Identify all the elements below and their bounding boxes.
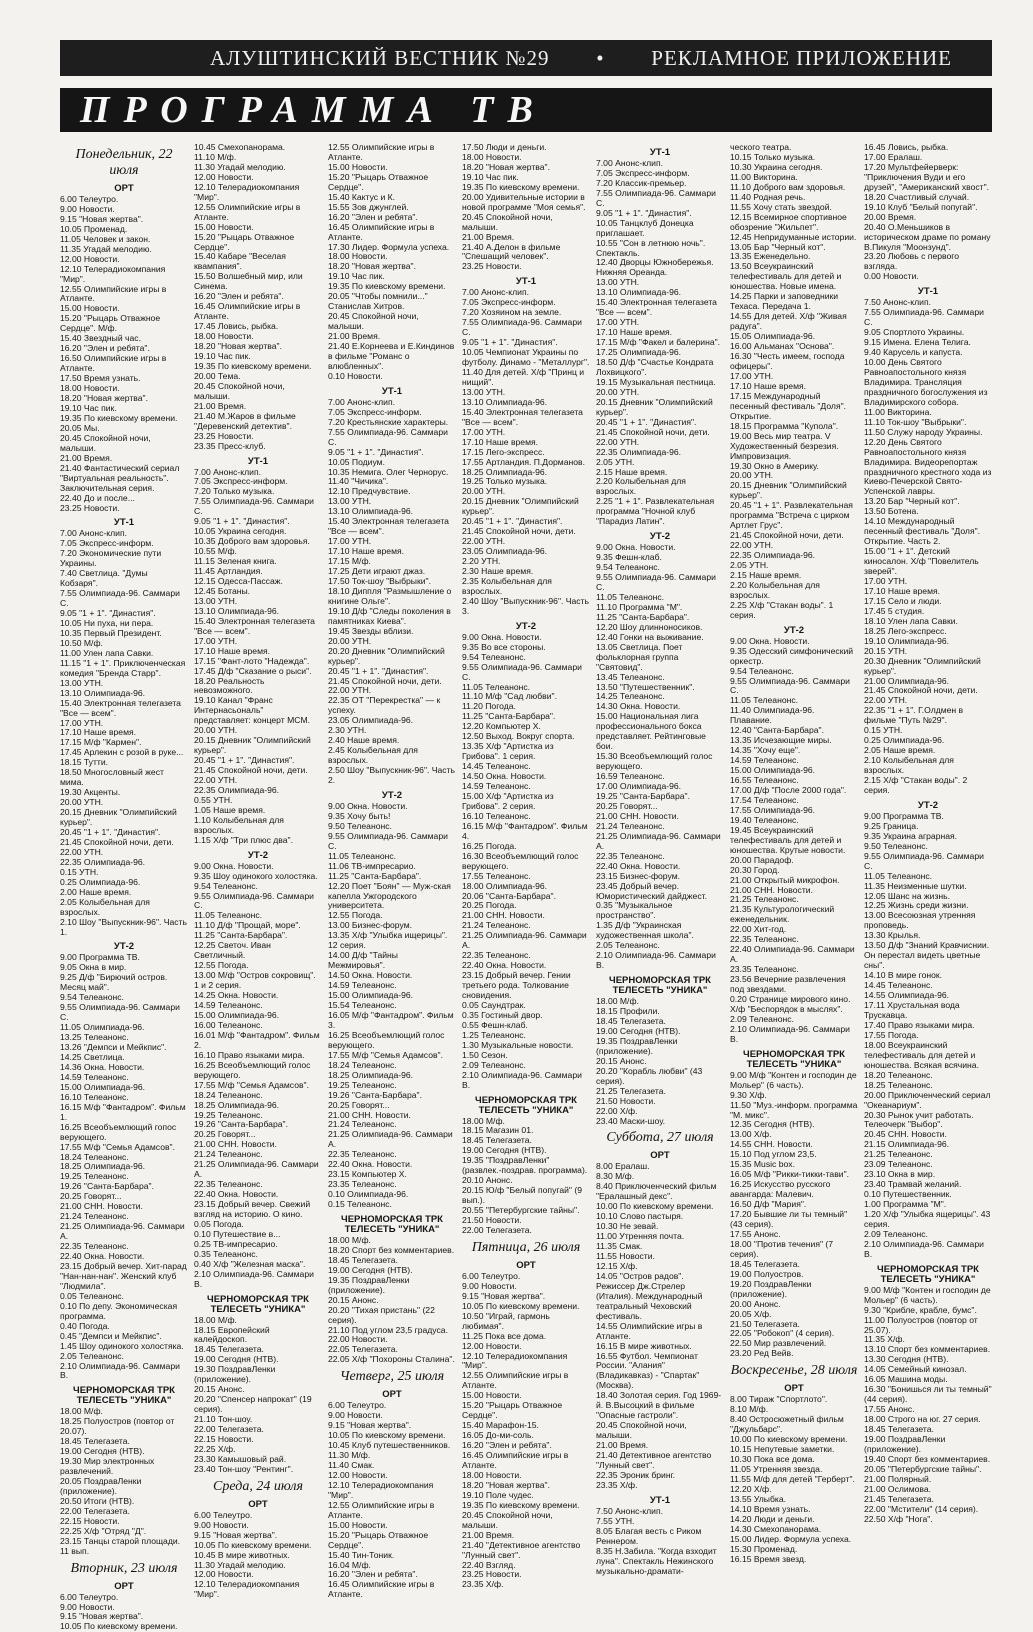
channel-heading: УТ-2 (515, 620, 537, 632)
channel-heading: УТ-2 (783, 624, 805, 636)
channel-heading: УТ-1 (649, 147, 671, 158)
program-listing: 18.00 М/ф. 18.15 Европейский калейдоскоп. 18.45 Телегазета. 19.00 Сегодня (НТВ). 19.30 ПоздравЛенки (приложение). 20.15 Анонс. 20.20 "Спенсер напрокат" (19 серия). 21.10 Тон-шоу. 22.00 Телегазета. 22.15 Новости. 22.25 Х/ф. 23.30 Камышовый рай. 23.40 Тон-шоу "Рентинг". (194, 1314, 312, 1474)
program-listing: 7.00 Анонс-клип. 7.05 Экспресс-информ. 7.20 Классик-премьер. 7.55 Олимпиада-96. Саммари С. 9.05 "1 + 1". "Династия". 10.05 Танцклуб Донецка приглашает. 10.55 "Сон в летнюю ночь". Спектакль. 12.40 Дворцы Южнобережья. Нижняя Ореанда. 13.00 УТН. 13.10 Олимпиада-96. 15.40 Электронная телегазета "Все — всем". 17.00 УТН. 17.10 Наше время. 17.15 М/ф "Факел и балерина". 17.25 Олимпиада-96. 18.50 Д/ф "Счастье Кондрата Лохвицкого". 19.15 Музыкальная пестница. 20.00 УТН. 20.15 Дневник "Олимпийский курьер". 20.45 "1 + 1". "Династия". 21.45 Спокойной ночи, дети. 22.00 УТН. 22.35 Олимпиада-96. 2.05 УТН. 2.15 Наше время. 2.20 Колыбельная для взрослых. 2.25 "1 + 1". Развлекательная программа "Ночной клуб "Парадиз Латин". (596, 157, 721, 527)
channel-heading: УТ-1 (649, 1494, 671, 1506)
channel-heading: ОРТ (382, 1389, 402, 1401)
day-heading: Среда, 24 июля (213, 1478, 303, 1494)
schedule-column (596, 143, 724, 1576)
channel-heading: УТ-2 (649, 531, 671, 543)
program-listing: 18.00 М/ф. 18.15 Магазин 01. 18.45 Телегазета. 19.00 Сегодня (НТВ). 19.35 "ПоздравЛенки" (развлек.-поздрав. программа). 20.10 Анонс. 20.15 Ю/ф "Белый попугай" (9 вып.). 20.55 "Петербургские тайны". 21.50 Новости. 22.00 Телегазета. (462, 1115, 588, 1235)
channel-heading: ЧЕРНОМОРСКАЯ ТРК ТЕЛЕСЕТЬ "УНИКА" (877, 1263, 982, 1285)
channel-heading: ЧЕРНОМОРСКАЯ ТРК ТЕЛЕСЕТЬ "УНИКА" (743, 1048, 848, 1070)
channel-heading: ОРТ (114, 183, 134, 194)
program-listing: 7.00 Анонс-клип. 7.05 Экспресс-информ. 7.20 Экономические пути Украины. 7.40 Светлица. "Думы Кобзаря". 7.55 Олимпиада-96. Саммари С. 9.05 "1 + 1". "Династия". 10.05 Ни пуха, ни пера. 10.35 Первый Президент. 10.50 М/ф. 11.00 Улен лапа Савки. 11.15 "1 + 1". Приключенческая комедия "Бренда Старр". 13.00 УТН. 13.10 Олимпиада-96. 15.40 Электронная телегазета "Все — всем". 17.00 УТН. 17.10 Наше время. 17.15 М/ф "Кармен". 17.45 Арлекин с розой в руке... 18.15 Тутти. 18.50 Многословный жест мима. 19.30 Акценты. 20.00 УТН. 20.15 Дневник "Олимпийский курьер". 20.45 "1 + 1". "Династия". 21.45 Спокойной ночи, дети. 22.00 УТН. 22.35 Олимпиада-96. 0.15 УТН. 0.25 Олимпиада-96. 2.00 Наше время. 2.05 Колыбельная для взрослых. 2.10 Шоу "Выпускник-96". Часть 1. (60, 528, 187, 937)
program-listing: 6.00 Телеутро. 9.00 Новости. 9.15 "Новая жертва". 10.05 По киевскому времени. 10.50 "Играй, гармонь любимая". 11.25 Пока все дома. 12.00 Новости. 12.10 Телерадиокомпания "Мир". 12.55 Олимпийские игры в Атланте. 15.00 Новости. 15.20 "Рыцарь Отважное Сердце". 15.40 Марафон-15. 16.05 До-ми-соль. 16.20 "Элен и ребята". 16.45 Олимпийские игры в Атланте. 18.00 Новости. 18.20 "Новая жертва". 19.10 Поле чудес. 19.35 По киевскому времени. 20.45 Спокойной ночи, малыши. 21.00 Время. 21.40 "Детективное агентство "Лунный свет". 22.40 Взгляд. 23.25 Новости. 23.35 Х/ф. (462, 1270, 581, 1590)
channel-heading: ЧЕРНОМОРСКАЯ ТРК ТЕЛЕСЕТЬ "УНИКА" (609, 975, 714, 997)
program-listing: 9.00 Окна. Новости. 9.35 Хочу быть! 9.50 Телеанонс. 9.55 Олимпиада-96. Саммари С. 11.05 Телеанонс. 11.06 ТВ-импресарио. 11.25 "Санта-Барбара". 12.20 Поет "Боян" — Муж-ская капелла Ужгородского университета. 12.55 Погода. 13.00 Бизнес-форум. 13.35 Х/ф "Улыбка ищерицы". 12 серия. 14.00 Д/ф "Тайны Межмировья". 14.50 Окна. Новости. 14.59 Телеанонс. 15.00 Олимпиада-96. 15.54 Телеанонс. 16.05 М/ф "Фантадром". Фильм 3. 16.25 Всеобъемлющий голос верующего. 17.55 М/ф "Семья Адамсов". 18.24 Телеанонс. 18.25 Олимпиада-96. 19.25 Телеанонс. 19.26 "Санта-Барбара". 20.25 Говорят... 21.00 СНН. Новости. 21.24 Телеанонс. 21.25 Олимпиада-96. Саммари А. 22.35 Телеанонс. 22.40 Окна. Новости. 23.15 Компьютер Х. 23.35 Телеанонс. 0.10 Олимпиада-96. 0.15 Телеанонс. (328, 800, 454, 1210)
schedule-columns (60, 142, 992, 1632)
program-listing: 18.00 М/ф. 18.25 Полуостров (повтор от 20.07). 18.45 Телегазета. 19.00 Сегодня (НТВ). 19.30 Мир электронных развлечений. 20.05 ПоздравЛенки (приложение). 20.50 Итоги (НТВ). 22.00 Телегазета. 22.15 Новости. 22.25 Х/ф "Отряд "Д". 23.15 Танцы старой площади. 11 вып. (60, 1406, 181, 1556)
program-listing: 9.00 М/ф "Контен и господин де Мольер" (6 часть). 9.30 Х/ф. 11.50 "Муз.-информ. программа "М. микс". 12.35 Сегодня (НТВ). 13.00 Х/ф. 14.55 СНН. Новости. 15.10 Под углом 23,5. 15.35 Music box. 16.05 М/ф "Рикки-тикки-тави". 16.25 Искусство русского авангарда: Малевич. 16.50 Д/ф "Мария". 17.20 Бывшие ли ты темный" (43 серия). 17.55 Анонс. 18.00 "Против течения" (7 серия). 18.45 Телегазета. 19.00 Полуостров. 19.20 ПоздравЛенки (приложение). 20.00 Анонс. 20.05 Х/ф. 21.50 Телегазета. 22.05 "Робокоп" (4 серия). 22.50 Мир развлечений. 23.20 Ред Вейв. (730, 1069, 858, 1359)
program-listing: 7.00 Анонс-клип. 7.05 Экспресс-информ. 7.20 Только музыка. 7.55 Олимпиада-96. Саммари С. 9.05 "1 + 1". "Династия". 10.05 Украина сегодня. 10.35 Доброго вам здоровья. 10.55 М/ф. 11.15 Зеленая книга. 11.45 Артландия. 12.15 Одесса-Пассаж. 12.45 Ботаны. 13.00 УТН. 13.10 Олимпиада-96. 15.40 Электронная телегазета "Все — всем". 17.00 УТН. 17.10 Наше время. 17.15 "Фант-лото "Надежда". 17.45 Д/ф "Сказание о рыси". 18.20 Реальность невозможного. 19.10 Канал "Франс Интернасьональ" представляет: концерт MCM. 20.00 УТН. 20.15 Дневник "Олимпийский курьер". 20.45 "1 + 1". "Династия". 21.45 Спокойной ночи, дети. 22.00 УТН. 22.35 Олимпиада-96. 0.55 УТН. 1.05 Наше время. 1.10 Колыбельная для взрослых. 1.15 Х/ф "Три плюс два". (194, 466, 315, 845)
program-listing: 9.00 Программа ТВ. 9.05 Окна в мир. 9.25 Д/ф "Бирючий остров. Месяц май". 9.54 Телеанонс. 9.55 Олимпиада-96. Саммари С. 11.05 Олимпиада-96. 13.25 Телеанонс. 13.26 "Демпси и Мейкпис". 14.25 Светлица. 14.36 Окна. Новости. 14.59 Телеанонс. 15.00 Олимпиада-96. 16.10 Телеанонс. 16.15 М/ф "Фантадром". Фильм 1. 16.25 Всеобъемлющий гопос верующего. 17.55 М/ф "Семья Адамсов". 18.24 Телеанонс. 18.25 Олимпиада-96. 19.25 Телеанонс. 19.26 "Санта-Барбара". 20.25 Говорят... 21.00 СНН. Новости. 21.24 Телеанонс. 21.25 Олимпиада-96. Саммари А. 22.35 Телеанонс. 22.40 Окна. Новости. 23.15 Добрый вечер. Хит-парад "Нан-нан-нан". Женский клуб "Людмила". 0.05 Телеанонс. 0.10 По депу. Экономическая программа. 0.40 Погода. 0.45 "Демпси и Мейкпис". 1.45 Шоу одинокого холостяка. 2.05 Телеанонс. 2.10 Олимпиада-96. Саммари В. (60, 952, 187, 1381)
channel-heading: УТ-2 (113, 941, 135, 953)
newspaper-title: АЛУШТИНСКИЙ ВЕСТНИК №29 (210, 45, 550, 70)
day-heading: Пятница, 26 июля (471, 1239, 581, 1255)
channel-heading: ЧЕРНОМОРСКАЯ ТРК ТЕЛЕСЕТЬ "УНИКА" (73, 1385, 178, 1407)
program-listing: 7.50 Анонс-клип. 7.55 Олимпиада-96. Саммари С. 9.05 Спортлото Украины. 9.15 Имена. Елена Телига. 9.40 Карусель и капуста. 10.00 День Святого Равноапостольного князя Владимира. Трансляция праздничного богослужения из Владимирского собора. 11.00 Викторина. 11.10 Ток-шоу "Выбрыки". 11.50 Служу народу Украины. 12.20 День Святого Равноапостольного князя Владимира. Видеорепортаж праздничного крестного хода из Киево-Печерской Свято-Успенской лавры. 13.20 Бар "Черный кот". 13.50 Ботена. 14.10 Международный песенный фестиваль "Доля". Открытие. Часть 2. 15.00 "1 + 1". Детский киносалон. Х/ф "Повелитель зверей". 17.00 УТН. 17.10 Наше время. 17.15 Село и люди. 17.45 5 студия. 18.10 Улен лапа Савки. 18.25 Лего-экспресс. 19.10 Олимпиада-96. 20.15 УТН. 20.30 Дневник "Олимпийский курьер". 21.00 Олимпиада-96. 21.45 Спокойной ночи, дети. 22.00 УТН. 22.35 "1 + 1". Г.Олдмен в фильме "Путь №29". 0.15 УТН. 0.25 Олимпиада-96. 2.05 Наше время. 2.10 Колыбельная для взрослых. 2.15 Х/ф "Стакан воды". 2 серия. (864, 297, 992, 795)
day-heading: Понедельник, 22 июля (75, 147, 176, 178)
program-listing: 17.50 Люди и деньги. 18.00 Новости. 18.20 "Новая жертва". 19.10 Час пик. 19.35 По киевскому времени. 20.00 Удивительные истории в новой программе "Моя семья". 20.45 Спокойной ночи, малыши. 21.00 Время. 21.40 А.Делон в фильме "Спешащий человек". 23.25 Новости. (462, 142, 586, 272)
channel-heading: УТ-1 (247, 455, 269, 467)
schedule-column (60, 143, 188, 1632)
day-heading: Четверг, 25 июля (339, 1369, 445, 1385)
schedule-column (328, 142, 456, 1600)
program-listing: 9.00 Окна. Новости. 9.35 Шоу одинокого холостяка. 9.54 Телеанонс. 9.55 Олимпиада-96. Саммари С. 11.05 Телеанонс. 11.10 Д/ф "Прощай, море". 11.25 "Санта-Барбара". 12.25 Светоч. Иван Светличный. 12.55 Погода. 13.00 М/ф "Остров сокровищ". 1 и 2 серия. 14.25 Окна. Новости. 14.59 Телеанонс. 15.00 Олимпиада-96. 16.00 Телеанонс. 16.01 М/ф "Фантадром". Фильм 2. 16.10 Право языками мира. 16.25 Всеобъемлющий голос верующего. 17.55 М/ф "Семья Адамсов". 18.24 Телеанонс. 18.25 Олимпиада-96. 19.25 Телеанонс. 19.26 "Санта-Барбара". 20.25 Говорят... 21.00 СНН. Новости. 21.24 Телеанонс. 21.25 Олимпиада-96. Саммари А. 22.35 Телеанонс. 22.40 Окна. Новости. 23.15 Добрый вечер. Свежий взгляд на историю. О кино. 0.05 Погода. 0.10 Путешествие в... 0.25 ТВ-импресарио. 0.35 Телеанонс. 0.40 Х/ф "Железная маска". 2.10 Олимпиада-96. Саммари В. (194, 860, 320, 1289)
channel-heading: ОРТ (516, 1259, 536, 1271)
channel-heading: УТ-1 (113, 517, 135, 529)
channel-heading: УТ-2 (381, 790, 403, 801)
schedule-column (730, 142, 858, 1564)
channel-heading: УТ-1 (917, 286, 939, 298)
channel-heading: УТ-1 (381, 385, 403, 397)
program-listing: 18.00 М/ф. 18.15 Профили. 18.45 Телегазета. 19.00 Сегодня (НТВ). 19.35 ПоздравЛенки (приложение). 20.15 Анонс. 20.20 "Корабль любви" (43 серия). 21.25 Телегазета. 21.50 Новости. 22.00 Х/ф. 23.40 Маски-шоу. (596, 996, 703, 1126)
channel-heading: ЧЕРНОМОРСКАЯ ТРК ТЕЛЕСЕТЬ "УНИКА" (341, 1214, 446, 1235)
program-listing: 6.00 Телеутро. 9.00 Новости. 9.15 "Новая жертва". 10.05 По киевскому времени. 10.45 Клуб путешественников. 11.30 М/ф. 11.40 Смак. 12.00 Новости. 12.10 Телерадиокомпания "Мир". 12.55 Олимпийские игры в Атланте. 15.00 Новости. 15.20 "Рыцарь Отважное Сердце". 15.40 Тин-Тоник. 16.04 М/ф. 16.20 "Элен и ребята". 16.45 Олимпийские игры в Атланте. (328, 1400, 451, 1600)
channel-heading: ЧЕРНОМОРСКАЯ ТРК ТЕЛЕСЕТЬ "УНИКА" (475, 1094, 580, 1116)
program-listing: 9.00 М/ф "Контен и господин де Мольер" (6 часть). 9.30 "Крибле, крабле, бумс". 11.00 Полуостров (повтор от 25.07). 11.35 Х/ф. 13.10 Спорт без комментариев. 13.30 Сегодня (НТВ). 14.05 Семейный кинозал. 16.05 Машина моды. 16.30 "Бонишься ли ты темный" (44 серия). 17.55 Анонс. 18.00 Строго на юг. 27 серия. 18.45 Телегазета. 19.00 ПоздравЛенки (приложение). 19.40 Спорт без комментариев. 20.05 "Петербургские тайны". 21.00 Полярный. 21.00 Ослимова. 21.45 Телегазета. 22.00 "Мстители" (14 серия). 22.50 Х/ф "Нога". (864, 1284, 992, 1524)
day-heading: Вторник, 23 июля (70, 1560, 178, 1576)
channel-heading: УТ-1 (515, 276, 537, 288)
program-listing: 9.00 Окна. Новости. 9.35 Во все стороны. 9.54 Телеанонс. 9.55 Олимпиада-96. Саммари С. 11.05 Телеанонс. 11.10 М/ф "Сад любви". 11.20 Погода. 11.25 "Санта-Барбара". 12.20 Компьютер Х. 12.50 Выход. Вокруг спорта. 13.35 Х/ф "Артистка из Грибова". 1 серия. 14.45 Телеанонс. 14.50 Окна. Новости. 14.59 Телеанонс. 15.00 Х/ф "Артистка из Грибова". 2 серия. 16.10 Телеанонс. 16.15 М/ф "Фантадром". Фильм 4. 16.25 Погода. 16.30 Всеобъемлющий голос верующего. 17.55 Телеанонс. 18.00 Олимпиада-96. 20.06 "Санта-Барбара". 20.25 Погода. 21.00 СНН. Новости. 21.24 Телеанонс. 21.25 Олимпиада-96. Саммари А. 22.35 Телеанонс. 22.40 Окна. Новости. 23.15 Добрый вечер. Гении третьего рода. Толкование сновидения. 0.05 Саундтрак. 0.35 Гостиный двор. 0.55 Фешн-клаб. 1.25 Телеанонс. 1.30 Музыкальные новости. 1.50 Сезон. 2.09 Телеанонс. 2.10 Олимпиада-96. Саммари В. (462, 631, 588, 1090)
program-listing: 7.00 Анонс-клип. 7.05 Экспресс-информ. 7.20 Хозяином на земле. 7.55 Олимпиада-96. Саммари С. 9.05 "1 + 1". "Династия". 10.05 Чемпионат Украины по футболу. Динамо - "Металлург". 11.40 Для детей. Х/ф "Принц и нищий". 13.00 УТН. 13.10 Олимпиада-96. 15.40 Электронная телегазета "Все — всем". 17.00 УТН. 17.10 Наше время. 17.15 Лего-экспресс. 17.55 Артландия. П.Дорманов. 18.25 Олимпиада-96. 19.25 Только музыка. 20.00 УТН. 20.15 Дневник "Олимпийский курьер". 20.45 "1 + 1". "Династия". 21.45 Спокойной ночи, дети. 22.00 УТН. 23.05 Олимпиада-96. 2.20 УТН. 2.30 Наше время. 2.35 Колыбельная для взрослых. 2.40 Шоу "Выпускник-96". Часть 3. (462, 287, 590, 616)
program-listing: 9.00 Программа ТВ. 9.25 Граница. 9.35 Украина аграрная. 9.50 Телеанонс. 9.55 Олимпиада-96. Саммари С. 11.05 Телеанонс. 11.35 Неизменные шутки. 12.05 Шанс на жизнь. 12.25 Жизнь среди жизни. 13.00 Всесоюзная утренняя проповедь. 13.30 Крылья. 13.50 Д/ф "Знаний Кравчиснии. Он перестал видеть цветные сны". 14.10 В мире гонок. 14.45 Телеанонс. 14.55 Олимпиада-96. 17.11 Хрустальная вода Трускавца. 17.40 Право языками мира. 17.55 Погода. 18.00 Всеукраинский телефестиваль для детей и юношества. Всякая всячина. 18.20 Телеанонс. 18.25 Телеанонс. 20.00 Приключенческий сериал "Океанариум". 20.30 Рынок учит работать. Телеочерк "Выбор". 20.45 СНН. Новости. 21.15 Олимпиада-96. 21.25 Телеанонс. 23.09 Телеанонс. 23.10 Окна в мир. 23.40 Трамвай желаний. 0.10 Путешественник. 1.00 Программа "М". 1.20 Х/ф "Улыбка ящерицы". 43 серия. 2.09 Телеанонс. 2.10 Олимпиада-96. Саммари В. (864, 810, 991, 1259)
banner-title: ПРОГРАММА ТВ (80, 89, 547, 131)
header-separator: • (596, 45, 605, 70)
program-listing: 7.00 Анонс-клип. 7.05 Экспресс-информ. 7.20 Крестьянские характеры. 7.55 Олимпиада-96. Саммари С. 9.05 "1 + 1". "Династия". 10.05 Подиум. 10.35 Немига. Олег Чернорус. 11.40 "Чичика". 12.10 Предчувствие. 13.00 УТН. 13.10 Олимпиада-96. 15.40 Электронная телегазета "Все — всем". 17.00 УТН. 17.10 Наше время. 17.15 М/ф. 17.25 Дети играют джаз. 17.50 Ток-шоу "Выбрыки". 18.10 Диппля "Размышление о книгине Ольге". 19.10 Д/ф "Следы поколения в памятниках Киева". 19.45 Звезды вблизи. 20.00 УТН. 20.20 Дневник "Олимпийский курьер". 20.45 "1 + 1". "Династия". 21.45 Спокойной ночи, дети. 22.00 УТН. 22.35 ОТ "Перекрестка" — к успеху. 23.05 Олимпиада-96. 2.30 УТН. 2.40 Наше время. 2.45 Колыбельная для взрослых. 2.50 Шоу "Выпускник-96". Часть 2. (328, 396, 455, 786)
program-listing: 9.00 Окна. Новости. 9.35 Фешн-клаб. 9.54 Телеанонс. 9.55 Олимпиада-96. Саммари С. 11.05 Телеанонс. 11.10 Программа "М". 11.25 "Санта-Барбара". 12.20 Шоу длинноносиков. 12.40 Гонки на выживание. 13.05 Светлица. Поет фольклорная группа "Святовид". 13.45 Телеанонс. 13.50 "Путешественник". 14.25 Телеанонс. 14.30 Окна. Новости. 15.00 Национальная лига профессионального бокса представляет. Рейтинговые бои. 15.30 Всеобъемлющий голос верующего. 16.59 Телеанонс. 17.00 Олимпиада-96. 19.25 "Санта-Барбара". 20.25 Говорят... 21.00 СНН. Новости. 21.24 Телеанонс. 21.25 Олимпиада-96. Саммари А. 22.35 Телеанонс. 22.40 Окна. Новости. 23.15 Бизнес-форум. 23.45 Добрый вечер. Юмористический дайджест. 0.35 "Музыкальное пространство". 1.35 Д/ф "Украинская художественная школа". 2.05 Телеанонс. 2.10 Олимпиада-96. Саммари В. (596, 542, 721, 971)
channel-heading: ОРТ (650, 1150, 670, 1162)
program-listing: 6.00 Телеутро. 9.00 Новости. 9.15 "Новая жертва". 10.05 Променад. 11.05 Человек и закон. 11.35 Угадай мелодию. 12.00 Новости. 12.10 Телерадиокомпания "Мир". 12.55 Олимпийские игры в Атланте. 15.00 Новости. 15.20 "Рыцарь Отважное Сердце". М/ф. 15.40 Звездный час. 16.20 "Элен и ребята". 16.50 Олимпийские игры в Атланте. 17.50 Время узнать. 18.00 Новости. 18.20 "Новая жертва". 19.10 Час пик. 19.35 По киевскому времени. 20.05 Мы. 20.45 Спокойной ночи, малыши. 21.00 Время. 21.40 Фантастический сериал "Виртуальная реальность". Заключительная серия. 22.40 До и после... 23.25 Новости. (60, 193, 180, 513)
program-listing: 16.45 Ловись, рыбка. 17.00 Ералаш. 17.20 Мультфейерверк: "Приключения Вуди и его друзей", "Американский хвост". 18.20 Счастливый случай. 19.10 Клуб "Белый попугай". 20.00 Время. 20.40 О.Меньшиков в историческом драме по роману В.Пикуля "Моонзунд". 23.20 Любовь с первого взгляда. 0.00 Новости. (864, 142, 991, 282)
program-listing: 12.55 Олимпийские игры в Атланте. 15.00 Новости. 15.20 "Рыцарь Отважное Сердце". 15.40 Кактус и К. 15.55 Зов джунглей. 16.20 "Элен и ребята". 16.45 Олимпийские игры в Атланте. 17.30 Лидер. Формула успеха. 18.00 Новости. 18.20 "Новая жертва". 19.10 Час пик. 19.35 По киевскому времени. 20.05 "Чтобы помнили..." Станислав Хитров. 20.45 Спокойной ночи, малыши. 21.00 Время. 21.40 Е.Корнеева и Е.Киндинов в фильме "Романс о влюбленных". 0.10 Новости. (328, 142, 455, 381)
channel-heading: ОРТ (248, 1498, 268, 1510)
program-listing: 18.00 М/ф. 18.20 Спорт без комментариев. 18.45 Телегазета. 19.00 Сегодня (НТВ). 19.35 ПоздравЛенки (приложение). 20.15 Анонс. 20.20 "Тихая пристань" (22 серия). 21.10 Под углом 23,5 градуса. 22.00 Новости. 22.05 Телегазета. 22.05 Х/ф "Похороны Сталина". (328, 1234, 455, 1365)
schedule-column (864, 142, 992, 1524)
program-listing: 8.00 Ералаш. 8.30 М/ф. 8.40 Приключенческий фильм "Ералашный декс". 10.00 По киевскому времени. 10.10 Слово пастыря. 10.30 Не зевай. 11.00 Утренняя почта. 11.35 Смак. 11.55 Новости. 12.15 Х/ф. 14.05 "Остров радов". Режиссер Дж.Стрелер (Италия). Международный театральный Чеховский фестиваль. 14.55 Олимпийские игры в Атланте. 16.15 В мире животных. 16.55 Футбол. Чемпионат России. "Алания" (Владикавказ) - "Спартак" (Москва). 18.40 Золотая серия. Год 1969-й. В.Высоцкий в фильме "Опасные гастроли". 20.45 Спокойной ночи, малыши. 21.00 Время. 21.40 Детективное агентство "Лунный свет". 22.35 Эроник бринг. 23.35 Х/ф. (596, 1161, 722, 1490)
day-heading: Суббота, 27 июля (606, 1130, 714, 1146)
channel-heading: ОРТ (114, 1580, 134, 1592)
channel-heading: УТ-2 (917, 799, 939, 811)
program-listing: 6.00 Телеутро. 9.00 Новости. 9.15 "Новая жертва". 10.05 По киевскому времени. 10.45 В мире животных. 11.30 Угадай мелодию. 12.00 Новости. 12.10 Телерадиокомпания "Мир". (194, 1509, 312, 1600)
program-listing: 10.45 Смехопанорама. 11.10 М/ф. 11.30 Угадай мелодию. 12.00 Новости. 12.10 Телерадиокомпания "Мир". 12.55 Олимпийские игры в Атланте. 15.00 Новости. 15.20 "Рыцарь Отважное Сердце". 15.40 Кабаре "Веселая квампания". 15.50 Волшебный мир, или Синема. 16.20 "Элен и ребята". 16.45 Олимпийские игры в Атланте. 17.45 Ловись, рыбка. 18.00 Новости. 18.20 "Новая жертва". 19.10 Час пик. 19.35 По киевскому времени. 20.00 Тема. 20.45 Спокойной ночи, малыши. 21.00 Время. 21.40 М.Жаров в фильме "Деревенский детектив". 23.25 Новости. 23.35 Пресс-клуб. (194, 142, 312, 451)
channel-heading: ОРТ (784, 1383, 804, 1395)
schedule-column (194, 142, 322, 1600)
day-heading: Воскресенье, 28 июля (730, 1363, 858, 1379)
supplement-title: РЕКЛАМНОЕ ПРИЛОЖЕНИЕ (651, 45, 952, 70)
program-banner (60, 88, 992, 132)
program-listing: 6.00 Телеутро. 9.00 Новости. 9.15 "Новая жертва". 10.05 По киевскому времени. (60, 1591, 178, 1632)
program-listing: 9.00 Окна. Новости. 9.35 Одесский симфонический оркестр. 9.54 Телеанонс. 9.55 Олимпиада-96. Саммари С. 11.05 Телеанонс. 11.40 Олимпиада-96. Плавание. 12.40 "Санта-Барбара". 13.35 Исчезающие миры. 14.35 "Хочу еще". 14.59 Телеанонс. 15.00 Олимпиада-96. 16.55 Телеанонс. 17.00 Д/ф "После 2000 года". 17.54 Телеанонс. 17.55 Олимпиада-96. 19.40 Телеанонс. 19.45 Всеукраинский телефестиваль для детей и юношества. Крутые новости. 20.00 Парадоф. 20.30 Город. 21.00 Открытый микрофон. 21.00 СНН. Новости. 21.25 Телеанонс. 21.35 Культурологический еженедельник. 22.00 Хит-год. 22.35 Телеанонс. 22.40 Олимпиада-96. Саммари А. 23.35 Телеанонс. 23.56 Вечерние развлечения под звездами. 0.20 Странице мирового кино. Х/ф "Беспорядок в мыслях". 2.09 Телеанонс. 2.10 Олимпиада-96. Саммари В. (730, 635, 855, 1044)
program-listing: ческого театра. 10.15 Только музыка. 10.30 Украина сегодня. 11.00 Викторина. 11.10 Доброго вам здоровья. 11.40 Родная речь. 11.55 Хочу стать звездой. 12.15 Всемирное спортивное обозрение "Жильпет". 12.45 Непридуманные истории. 13.05 Бар "Черный кот". 13.35 Еженедельно. 13.50 Всеукраинский телефестиваль для детей и юношества. Новые имена. 14.25 Парки и заповедники Техаса. Передача 1. 14.55 Для детей. Х/ф "Живая радуга". 15.05 Олимпиада-96. 16.00 Альманах "Основа". 16.30 "Честь имеем, господа офицеры". 17.00 УТН. 17.10 Наше время. 17.15 Международный песенный фестиваль "Доля". Открытие. 18.15 Программа "Купола". 19.00 Весь мир театра. V Художественный безрезия. Импровизация. 19.30 Окно в Америку. 20.00 УТН. 20.15 Дневник "Олимпийский курьер". 20.45 "1 + 1". Развлекательная программа "Встреча с цирком Артлет Грус". 21.45 Спокойной ночи, дети. 22.00 УТН. 22.35 Олимпиада-96. 2.05 УТН. 2.15 Наше время. 2.20 Колыбельная для взрослых. 2.25 Х/ф "Стакан воды". 1 серия. (730, 142, 857, 620)
program-listing: 8.00 Тираж "Спортлото". 8.10 М/ф. 8.40 Остросюжетный фильм "Джульбарс". 10.00 По киевскому времени. 10.15 Непутевые заметки. 10.30 Пока все дома. 11.05 Утренняя звезда. 11.55 М/ф для детей "Герберт". 12.20 Х/ф. 13.55 Улыбка. 14.10 Время узнать. 14.20 Люди и деньги. 14.30 Смехопанорама. 15.00 Лидер. Формула успеха. 15.30 Променад. 16.15 Время звезд. (730, 1394, 855, 1564)
schedule-column (462, 142, 590, 1590)
program-listing: 7.50 Анонс-клип. 7.55 УТН. 8.05 Благая весть с Риком Реннером. 8.35 Н.Забила. "Когда взходит луна". Спектакль Нежинского музыкально-драмати- (596, 1505, 717, 1576)
channel-heading: УТ-2 (247, 849, 269, 861)
newspaper-header (60, 40, 992, 76)
channel-heading: ЧЕРНОМОРСКАЯ ТРК ТЕЛЕСЕТЬ "УНИКА" (207, 1293, 312, 1315)
